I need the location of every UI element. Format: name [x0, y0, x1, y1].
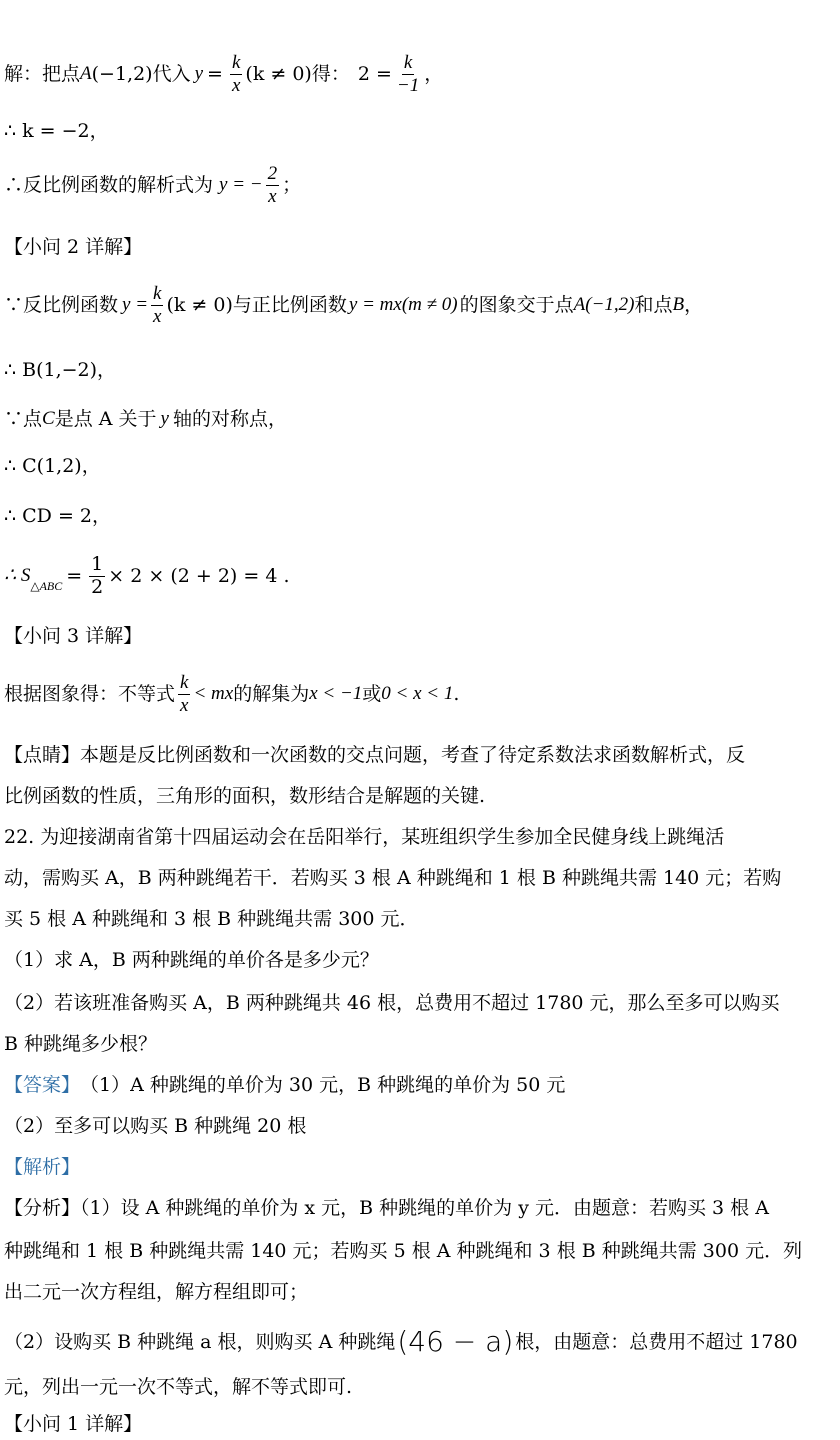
subscript: △ABC — [30, 579, 63, 593]
comment-line-2: 比例函数的性质，三角形的面积，数形结合是解题的关键. — [4, 785, 486, 807]
numerator: k — [180, 671, 189, 693]
fraction-k-x — [151, 284, 163, 327]
denominator: x — [231, 74, 241, 96]
answer-label: 【答案】 — [4, 1074, 81, 1096]
numerator: 1 — [91, 552, 104, 575]
text: 根据图象得：不等式 — [4, 683, 176, 705]
text: 代入 — [152, 63, 191, 85]
solution-line-3 — [4, 163, 834, 207]
text: 的图象交于点 — [459, 294, 574, 316]
section-heading-q2: 【小问 2 详解】 — [4, 236, 143, 258]
analysis-line-2: 种跳绳和 1 根 B 种跳绳共需 140 元；若购买 5 根 A 种跳绳和 3 根 B 种跳绳共需 300 元．列 — [4, 1240, 803, 1262]
comment-line-1: 【点睛】本题是反比例函数和一次函数的交点问题，考查了待定系数法求函数解析式，反 — [4, 744, 746, 766]
fraction-1-2 — [89, 552, 105, 598]
answer-line-2: （2）至多可以购买 B 种跳绳 20 根 — [4, 1115, 307, 1137]
fraction-k-x — [230, 53, 242, 96]
expr: 0 < x < 1 — [381, 683, 454, 704]
expr: y = mx(m ≠ 0) — [348, 294, 458, 315]
text: ∵反比例函数 — [4, 294, 119, 316]
solution-line-1 — [4, 52, 834, 96]
solution-line-2: ∴ k = −2， — [4, 120, 109, 142]
condition: (k ≠ 0) — [245, 63, 312, 85]
analysis-line-4 — [4, 1322, 834, 1362]
solution-line-12 — [4, 670, 834, 718]
eq: = — [66, 565, 83, 587]
question-22-part-2: （2）若该班准备购买 A，B 两种跳绳共 46 根，总费用不超过 1780 元，那么至多可以购买 — [4, 992, 780, 1014]
condition: (k ≠ 0) — [166, 294, 233, 316]
text: 轴的对称点， — [172, 408, 287, 430]
point-a: A(−1,2) — [573, 294, 635, 315]
punct: ； — [282, 174, 302, 196]
text: ∴反比例函数的解析式为 — [4, 174, 214, 196]
section-heading-q1: 【小问 1 详解】 — [4, 1413, 143, 1435]
var-y: y — [194, 63, 204, 84]
denominator: x — [268, 185, 277, 207]
question-22-part-2-cont: B 种跳绳多少根？ — [4, 1033, 158, 1055]
text: 解：把点 — [4, 63, 81, 85]
eq: = — [207, 63, 223, 85]
coords: (−1,2) — [91, 63, 153, 85]
question-22-line-2: 动，需购买 A，B 两种跳绳若干．若购买 3 根 A 种跳绳和 1 根 B 种跳绳共需 140 元；若购 — [4, 867, 782, 889]
solution-line-7 — [4, 404, 834, 434]
text: （2）设购买 B 种跳绳 a 根，则购买 A 种跳绳 — [4, 1331, 396, 1353]
fraction-k-neg1 — [395, 53, 421, 96]
expr: (46 − a) — [397, 1325, 514, 1358]
answer-line-1 — [4, 1070, 834, 1100]
expr: 2 = — [357, 63, 392, 85]
analysis-line-3: 出二元一次方程组，解方程组即可； — [4, 1281, 309, 1303]
numerator: k — [231, 51, 241, 73]
text: ∵点 — [4, 408, 43, 430]
point-c: C — [42, 408, 55, 429]
text: 是点 A 关于 — [54, 408, 157, 430]
question-22-part-1: （1）求 A，B 两种跳绳的单价各是多少元？ — [4, 949, 379, 971]
section-heading-q3: 【小问 3 详解】 — [4, 625, 143, 647]
analysis-label: 【解析】 — [4, 1156, 81, 1178]
analysis-line-1: 【分析】（1）设 A 种跳绳的单价为 x 元，B 种跳绳的单价为 y 元．由题意：若购买 3 根 A — [4, 1197, 769, 1219]
solution-line-8: ∴ C(1,2)， — [4, 455, 101, 477]
text: 根，由题意：总费用不超过 1780 — [515, 1331, 798, 1353]
punct: ， — [424, 63, 444, 85]
numerator: k — [153, 282, 162, 304]
var-y: y — [160, 408, 169, 429]
punct: . — [453, 683, 460, 705]
numerator: 2 — [267, 162, 278, 184]
analysis-line-5: 元，列出一元一次不等式，解不等式即可. — [4, 1376, 353, 1398]
solution-line-5 — [4, 283, 834, 327]
area-symbol: ∴ S — [4, 565, 31, 586]
denominator: 2 — [91, 575, 104, 598]
point-a: A — [80, 63, 92, 84]
question-22-line-1: 22. 为迎接湖南省第十四届运动会在岳阳举行，某班组织学生参加全民健身线上跳绳活 — [4, 826, 725, 848]
text: 的解集为 — [233, 683, 310, 705]
fraction-k-x — [178, 673, 190, 716]
solution-line-9: ∴ CD = 2， — [4, 505, 111, 527]
point-b: B — [672, 294, 685, 315]
denominator: x — [180, 694, 189, 716]
solution-line-6: ∴ B(1,−2)， — [4, 359, 117, 381]
expr: x < −1 — [309, 683, 363, 704]
text: 或 — [362, 683, 382, 705]
denominator: −1 — [396, 74, 420, 96]
text: 得： — [311, 63, 350, 85]
denominator: x — [153, 305, 162, 327]
text: 和点 — [634, 294, 673, 316]
expr: × 2 × (2 + 2) = 4 . — [108, 565, 290, 587]
expr: y = − — [219, 174, 263, 195]
solution-line-10 — [4, 552, 834, 600]
expr: < mx — [193, 683, 234, 704]
numerator: k — [403, 51, 413, 73]
fraction-2-x — [266, 164, 280, 207]
text: 与正比例函数 — [232, 294, 347, 316]
expr: y = — [122, 294, 149, 315]
punct: ， — [684, 294, 704, 316]
answer-text: （1）A 种跳绳的单价为 30 元，B 种跳绳的单价为 50 元 — [80, 1074, 566, 1096]
question-22-line-3: 买 5 根 A 种跳绳和 3 根 B 种跳绳共需 300 元． — [4, 908, 419, 930]
